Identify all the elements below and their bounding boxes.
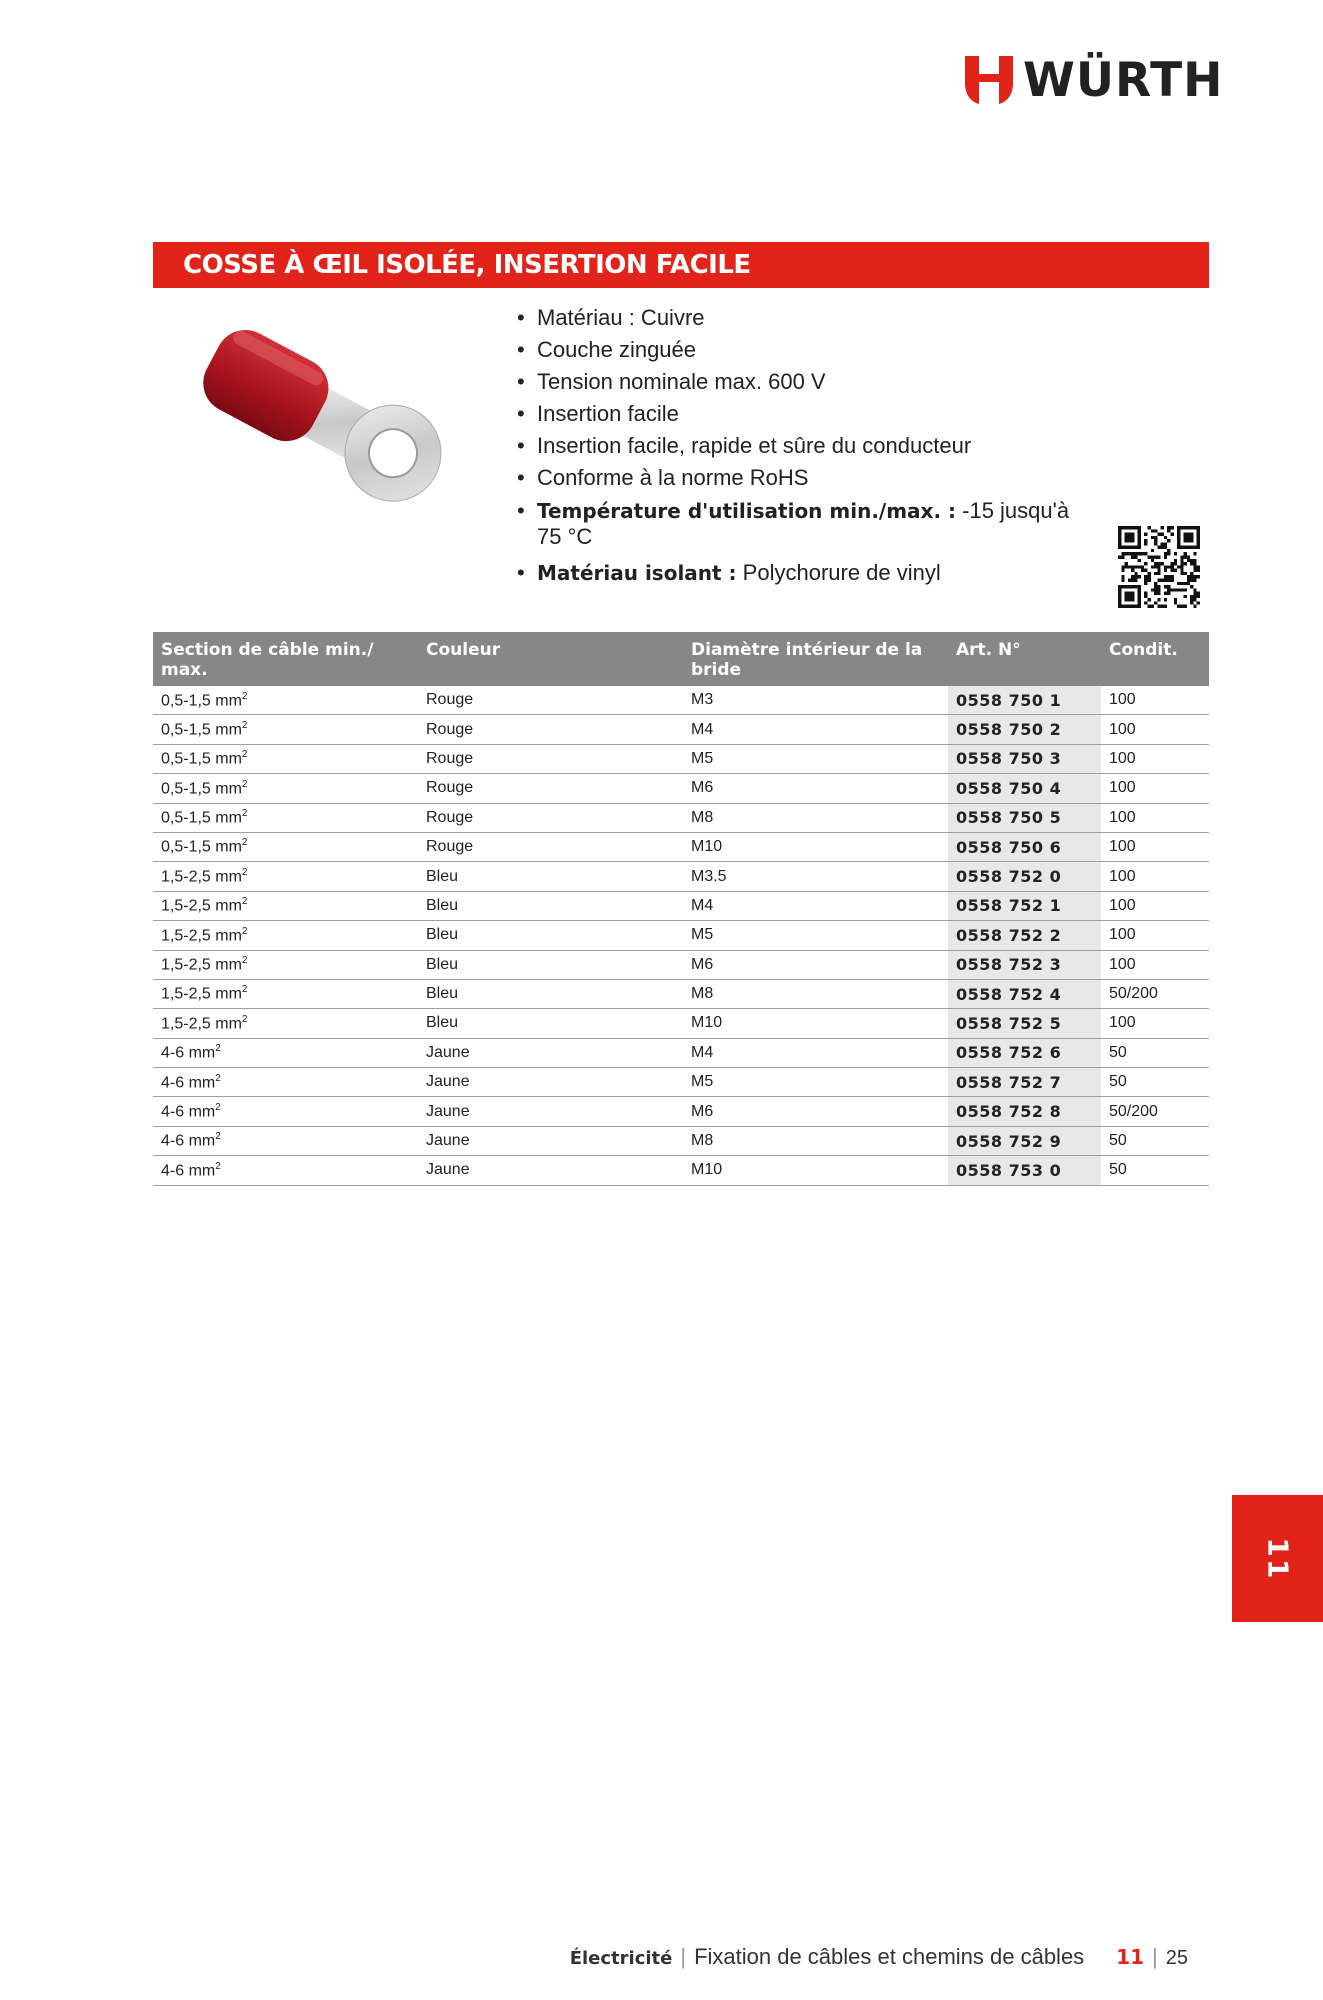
footer-section: Électricité bbox=[569, 1948, 673, 1969]
cell-diameter: M8 bbox=[683, 979, 948, 1008]
cell-art-no: 0558 752 8 bbox=[948, 1097, 1101, 1126]
cell-diameter: M3.5 bbox=[683, 862, 948, 891]
unit-label: mm bbox=[215, 897, 242, 915]
cell-section: 1,5-2,5 $mm^2$ bbox=[153, 921, 418, 950]
cell-section: 0,5-1,5 $mm^2$ bbox=[153, 715, 418, 744]
cell-color: Rouge bbox=[418, 803, 683, 832]
cell-diameter: M8 bbox=[683, 803, 948, 832]
unit-label: mm bbox=[215, 956, 242, 974]
cell-condit: 100 bbox=[1101, 950, 1209, 979]
cell-section: 0,5-1,5 $mm^2$ bbox=[153, 774, 418, 803]
feature-item: • Tension nominale max. 600 V bbox=[515, 366, 1075, 398]
feature-item: • Matériau : Cuivre bbox=[515, 302, 1075, 334]
unit-label: mm bbox=[215, 1015, 242, 1033]
table-row bbox=[153, 744, 1209, 773]
cell-color: Bleu bbox=[418, 891, 683, 920]
brand-name: WÜRTH bbox=[1023, 52, 1224, 108]
table-row bbox=[153, 803, 1209, 832]
cell-color: Rouge bbox=[418, 686, 683, 715]
cell-art-no: 0558 752 0 bbox=[948, 862, 1101, 891]
cell-art-no: 0558 752 6 bbox=[948, 1038, 1101, 1067]
cell-section: 1,5-2,5 $mm^2$ bbox=[153, 862, 418, 891]
cell-art-no: 0558 752 1 bbox=[948, 891, 1101, 920]
cell-section: 0,5-1,5 $mm^2$ bbox=[153, 686, 418, 715]
chapter-tab bbox=[1232, 1495, 1323, 1622]
cell-condit: 100 bbox=[1101, 832, 1209, 861]
unit-label: mm bbox=[215, 868, 242, 886]
cell-diameter: M6 bbox=[683, 774, 948, 803]
table-row bbox=[153, 921, 1209, 950]
feature-item: • Conforme à la norme RoHS bbox=[515, 462, 1075, 494]
table-row bbox=[153, 979, 1209, 1008]
table-row bbox=[153, 715, 1209, 744]
cell-art-no: 0558 752 3 bbox=[948, 950, 1101, 979]
unit-label: mm bbox=[188, 1103, 216, 1121]
unit-label: mm bbox=[215, 750, 242, 768]
footer-separator: | bbox=[680, 1944, 687, 1969]
table-row bbox=[153, 950, 1209, 979]
unit-label: mm bbox=[215, 809, 242, 827]
unit-label: mm bbox=[188, 1162, 216, 1180]
cell-color: Bleu bbox=[418, 862, 683, 891]
qr-code bbox=[1118, 526, 1200, 608]
feature-label: Température d'utilisation min./max. : bbox=[537, 499, 957, 523]
unit-label: mm bbox=[188, 1073, 216, 1091]
cell-art-no: 0558 750 1 bbox=[948, 686, 1101, 715]
cell-section: 4-6 $mm^2$ bbox=[153, 1126, 418, 1155]
cell-section: 4-6 $mm^2$ bbox=[153, 1097, 418, 1126]
table-row bbox=[153, 1126, 1209, 1155]
cell-diameter: M5 bbox=[683, 1068, 948, 1097]
unit-label: mm bbox=[215, 721, 242, 739]
unit-label: mm bbox=[188, 1044, 216, 1062]
cell-color: Bleu bbox=[418, 950, 683, 979]
cell-section: 1,5-2,5 $mm^2$ bbox=[153, 891, 418, 920]
table-row bbox=[153, 1156, 1209, 1185]
unit-label: mm bbox=[188, 1132, 216, 1150]
cell-condit: 50/200 bbox=[1101, 1097, 1209, 1126]
cell-condit: 50 bbox=[1101, 1038, 1209, 1067]
cell-section: 1,5-2,5 $mm^2$ bbox=[153, 950, 418, 979]
cell-color: Rouge bbox=[418, 832, 683, 861]
cell-color: Bleu bbox=[418, 1009, 683, 1038]
cell-color: Bleu bbox=[418, 921, 683, 950]
cell-color: Jaune bbox=[418, 1068, 683, 1097]
cell-art-no: 0558 750 3 bbox=[948, 744, 1101, 773]
cell-diameter: M6 bbox=[683, 950, 948, 979]
cell-condit: 100 bbox=[1101, 891, 1209, 920]
table-row bbox=[153, 1038, 1209, 1067]
cell-color: Jaune bbox=[418, 1038, 683, 1067]
cell-section: 4-6 $mm^2$ bbox=[153, 1038, 418, 1067]
cell-diameter: M10 bbox=[683, 832, 948, 861]
feature-item-temperature bbox=[515, 498, 1075, 549]
table-row bbox=[153, 1009, 1209, 1038]
header-art-no: Art. N° bbox=[948, 632, 1101, 686]
feature-label: Matériau isolant : bbox=[537, 561, 737, 585]
unit-label: mm bbox=[215, 926, 242, 944]
cell-art-no: 0558 752 2 bbox=[948, 921, 1101, 950]
wurth-logo bbox=[963, 54, 1223, 106]
feature-value: -15 jusqu'à 75 °C bbox=[537, 498, 1070, 549]
cell-condit: 50/200 bbox=[1101, 979, 1209, 1008]
cell-diameter: M8 bbox=[683, 1126, 948, 1155]
chapter-number: 11 bbox=[1261, 1537, 1294, 1580]
cell-condit: 50 bbox=[1101, 1068, 1209, 1097]
cell-diameter: M6 bbox=[683, 1097, 948, 1126]
cell-section: 1,5-2,5 $mm^2$ bbox=[153, 979, 418, 1008]
table-header-row bbox=[153, 632, 1209, 686]
table-row bbox=[153, 891, 1209, 920]
product-title: COSSE À ŒIL ISOLÉE, INSERTION FACILE bbox=[153, 242, 1209, 288]
header-section: Section de câble min./ max. bbox=[153, 632, 418, 686]
page-footer bbox=[570, 1944, 1188, 1970]
header-condit: Condit. bbox=[1101, 632, 1209, 686]
feature-value: Polychorure de vinyl bbox=[736, 560, 941, 585]
cell-diameter: M4 bbox=[683, 715, 948, 744]
feature-list bbox=[515, 302, 1075, 589]
feature-item: • Insertion facile bbox=[515, 398, 1075, 430]
cell-condit: 100 bbox=[1101, 921, 1209, 950]
cell-art-no: 0558 752 7 bbox=[948, 1068, 1101, 1097]
header-diameter: Diamètre intérieur de la bride bbox=[683, 632, 948, 686]
wurth-logo-icon bbox=[963, 54, 1015, 106]
cell-art-no: 0558 753 0 bbox=[948, 1156, 1101, 1185]
cell-color: Rouge bbox=[418, 744, 683, 773]
cell-condit: 100 bbox=[1101, 803, 1209, 832]
unit-label: mm bbox=[215, 838, 242, 856]
cell-condit: 100 bbox=[1101, 744, 1209, 773]
cell-diameter: M4 bbox=[683, 891, 948, 920]
feature-item-insulation bbox=[515, 557, 1075, 589]
cell-condit: 100 bbox=[1101, 686, 1209, 715]
feature-item: • Insertion facile, rapide et sûre du conducteur bbox=[515, 430, 1075, 462]
table-row bbox=[153, 1097, 1209, 1126]
cell-color: Bleu bbox=[418, 979, 683, 1008]
page-number: 11 bbox=[1116, 1945, 1145, 1969]
cell-condit: 50 bbox=[1101, 1126, 1209, 1155]
cell-art-no: 0558 752 9 bbox=[948, 1126, 1101, 1155]
unit-label: mm bbox=[215, 985, 242, 1003]
table-row bbox=[153, 862, 1209, 891]
page-separator: | bbox=[1152, 1944, 1158, 1969]
cell-section: 4-6 $mm^2$ bbox=[153, 1156, 418, 1185]
cell-color: Rouge bbox=[418, 774, 683, 803]
cell-condit: 100 bbox=[1101, 1009, 1209, 1038]
cell-art-no: 0558 752 5 bbox=[948, 1009, 1101, 1038]
cell-diameter: M3 bbox=[683, 686, 948, 715]
cell-diameter: M5 bbox=[683, 744, 948, 773]
page-total: 25 bbox=[1165, 1947, 1188, 1969]
cell-art-no: 0558 750 2 bbox=[948, 715, 1101, 744]
cell-art-no: 0558 750 5 bbox=[948, 803, 1101, 832]
cell-color: Jaune bbox=[418, 1156, 683, 1185]
cell-diameter: M10 bbox=[683, 1009, 948, 1038]
cell-condit: 100 bbox=[1101, 715, 1209, 744]
cell-color: Jaune bbox=[418, 1126, 683, 1155]
header-color: Couleur bbox=[418, 632, 683, 686]
cell-art-no: 0558 750 6 bbox=[948, 832, 1101, 861]
spec-table bbox=[153, 632, 1209, 1186]
footer-subsection: Fixation de câbles et chemins de câbles bbox=[694, 1944, 1085, 1969]
cell-condit: 50 bbox=[1101, 1156, 1209, 1185]
feature-item: • Couche zinguée bbox=[515, 334, 1075, 366]
cell-condit: 100 bbox=[1101, 774, 1209, 803]
cell-condit: 100 bbox=[1101, 862, 1209, 891]
cell-art-no: 0558 750 4 bbox=[948, 774, 1101, 803]
cell-diameter: M10 bbox=[683, 1156, 948, 1185]
cell-section: 1,5-2,5 $mm^2$ bbox=[153, 1009, 418, 1038]
unit-label: mm bbox=[215, 780, 242, 798]
cell-color: Jaune bbox=[418, 1097, 683, 1126]
ring-terminal-image bbox=[180, 312, 470, 522]
cell-section: 0,5-1,5 $mm^2$ bbox=[153, 744, 418, 773]
cell-section: 4-6 $mm^2$ bbox=[153, 1068, 418, 1097]
cell-section: 0,5-1,5 $mm^2$ bbox=[153, 803, 418, 832]
unit-label: mm bbox=[215, 691, 242, 709]
cell-section: 0,5-1,5 $mm^2$ bbox=[153, 832, 418, 861]
cell-diameter: M5 bbox=[683, 921, 948, 950]
table-row bbox=[153, 1068, 1209, 1097]
cell-color: Rouge bbox=[418, 715, 683, 744]
table-row bbox=[153, 774, 1209, 803]
table-row bbox=[153, 832, 1209, 861]
cell-diameter: M4 bbox=[683, 1038, 948, 1067]
table-row bbox=[153, 686, 1209, 715]
cell-art-no: 0558 752 4 bbox=[948, 979, 1101, 1008]
